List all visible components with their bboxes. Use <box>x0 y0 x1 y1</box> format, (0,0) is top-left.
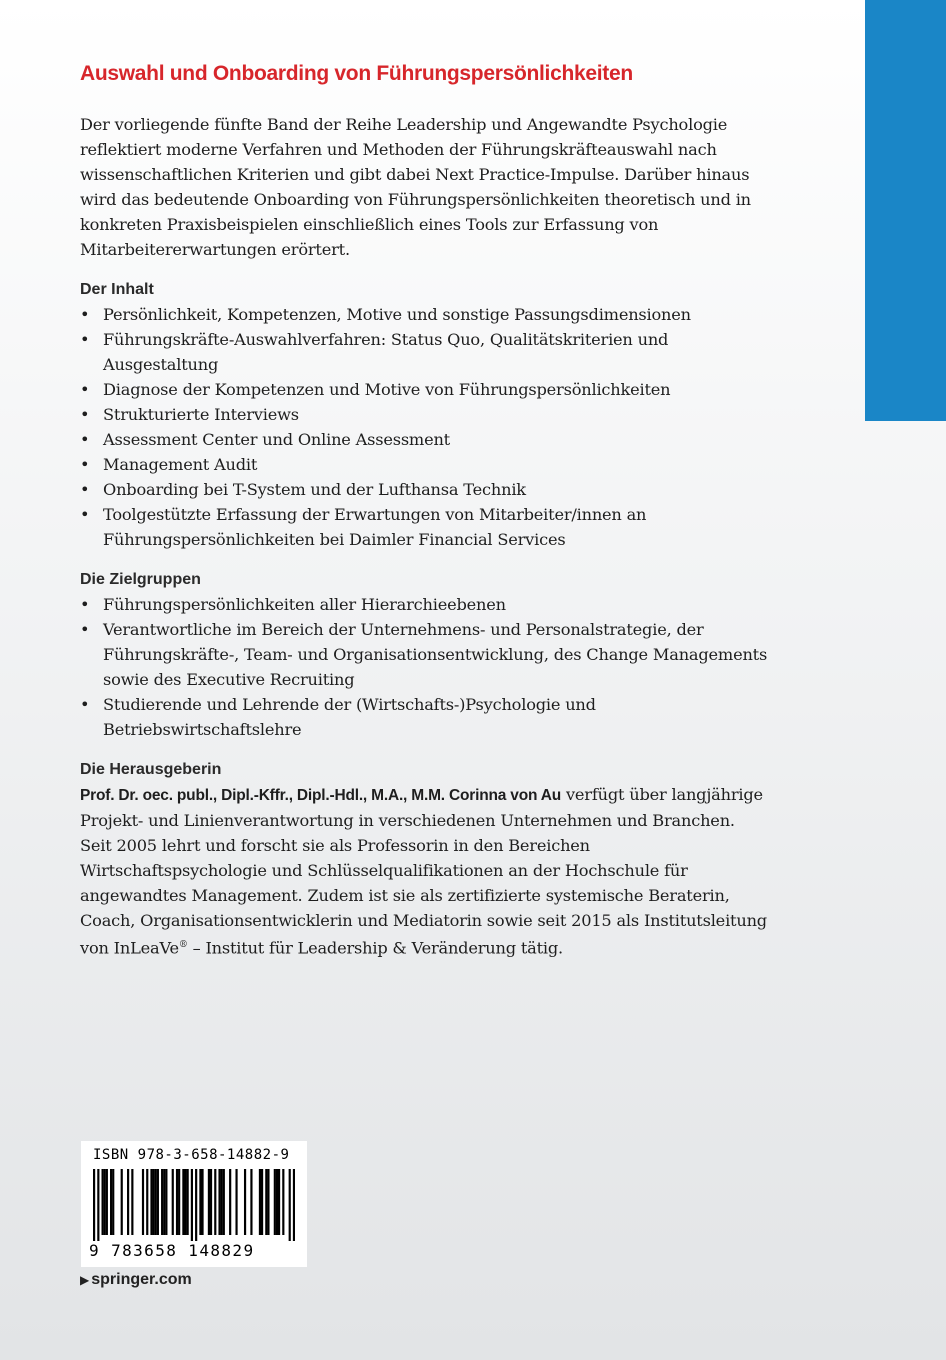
isbn-barcode <box>81 1141 307 1267</box>
barcode-bar <box>276 1169 278 1235</box>
barcode-bar <box>199 1169 201 1235</box>
list-item: • Studierende und Lehrende der (Wirtschafts-)Psychologie und Betriebswirtschaftslehre <box>80 695 596 739</box>
list-item: • Onboarding bei T-System und der Lufthansa Technik <box>80 480 526 499</box>
barcode-bar <box>106 1169 108 1235</box>
barcode-bar <box>178 1169 180 1235</box>
barcode-bar <box>182 1169 184 1235</box>
barcode-bar <box>221 1169 223 1235</box>
inhalt-list <box>80 302 770 552</box>
publisher-link[interactable] <box>80 1271 192 1289</box>
barcode-bar <box>259 1169 261 1235</box>
list-item: • Diagnose der Kompetenzen und Motive von Führungspersönlichkeiten <box>80 380 671 399</box>
barcode-bar <box>102 1169 104 1235</box>
barcode-bar <box>176 1169 178 1235</box>
barcode-bar <box>282 1169 284 1235</box>
zielgruppen-list <box>80 592 770 742</box>
barcode-bar <box>165 1169 167 1235</box>
barcode-bar <box>191 1169 193 1241</box>
barcode-bar <box>112 1169 114 1235</box>
barcode-bar <box>195 1169 197 1241</box>
barcode-bar <box>274 1169 276 1235</box>
barcode-bar <box>157 1169 159 1235</box>
barcode-bar <box>214 1169 216 1235</box>
barcode-bar <box>218 1169 220 1235</box>
barcode-bar <box>146 1169 148 1235</box>
isbn-label: ISBN 978-3-658-14882-9 <box>93 1147 290 1163</box>
barcode-bar <box>131 1169 133 1235</box>
list-item: • Verantwortliche im Bereich der Unternehmens- und Personalstrategie, der Führungskräfte-, Team- und Organisationsentwicklung, des Change Managements sowie des Executive Recruiting <box>80 620 768 689</box>
barcode-bar <box>201 1169 203 1235</box>
barcode-bar <box>153 1169 155 1235</box>
barcode-icon <box>93 1169 295 1241</box>
barcode-bar <box>223 1169 225 1235</box>
barcode-bar <box>267 1169 269 1235</box>
barcode-bar <box>104 1169 106 1235</box>
barcode-bar <box>184 1169 186 1235</box>
barcode-bar <box>235 1169 237 1235</box>
barcode-bar <box>155 1169 157 1235</box>
barcode-bar <box>150 1169 152 1235</box>
publisher-site: springer.com <box>91 1271 192 1288</box>
barcode-bar <box>229 1169 231 1235</box>
list-item: • Führungskräfte-Auswahlverfahren: Status Quo, Qualitätskriterien und Ausgestaltung <box>80 330 669 374</box>
barcode-bar <box>208 1169 210 1235</box>
list-item: • Management Audit <box>80 455 258 474</box>
barcode-bar <box>93 1169 95 1241</box>
barcode-bar <box>293 1169 295 1241</box>
barcode-bar <box>250 1169 252 1235</box>
blue-side-tab <box>865 0 946 421</box>
herausgeberin-paragraph: Prof. Dr. oec. publ., Dipl.-Kffr., Dipl.-Hdl., M.A., M.M. Corinna von Au verfügt über langjährige Projekt- und Linienverantwortung in verschiedenen Unternehmen und Branchen. Seit 2005 lehrt und forscht sie als Professorin in den Bereichen Wirtschaftspsychologie und Schlüsselqualifikationen an der Hochschule für angewandtes Management. Zudem ist sie als zertifizierte systemische Beraterin, Coach, Organisationsentwicklerin und Mediatorin sowie seit 2015 als Institutsleitung von InLeaVe® – Institut für Leadership & Veränderung tätig. <box>80 785 767 958</box>
inhalt-heading: Der Inhalt <box>80 281 154 298</box>
barcode-bar <box>244 1169 246 1235</box>
back-cover-content <box>80 58 770 960</box>
barcode-bar <box>265 1169 267 1235</box>
list-item: • Persönlichkeit, Kompetenzen, Motive und sonstige Passungsdimensionen <box>80 305 691 324</box>
barcode-bar <box>289 1169 291 1241</box>
herausgeberin-heading: Die Herausgeberin <box>80 761 222 778</box>
barcode-bar <box>278 1169 280 1235</box>
list-item: • Strukturierte Interviews <box>80 405 299 424</box>
barcode-bar <box>172 1169 174 1235</box>
list-item: • Toolgestützte Erfassung der Erwartungen von Mitarbeiter/innen an Führungspersönlichkeiten bei Daimler Financial Services <box>80 505 647 549</box>
barcode-bar <box>161 1169 163 1235</box>
registered-mark: ® <box>178 940 188 950</box>
editor-name: Prof. Dr. oec. publ., Dipl.-Kffr., Dipl.-Hdl., M.A., M.M. Corinna von Au <box>80 787 562 804</box>
barcode-bar <box>261 1169 263 1235</box>
arrow-right-icon: ▶ <box>80 1273 90 1287</box>
barcode-bar <box>127 1169 129 1235</box>
intro-paragraph: Der vorliegende fünfte Band der Reihe Leadership und Angewandte Psychologie reflektiert moderne Verfahren und Methoden der Führungskräfteauswahl nach wissenschaftlichen Kriterien und gibt dabei Next Practice-Impulse. Darüber hinaus wird das bedeutende Onboarding von Führungspersönlichkeiten theoretisch und in konkreten Praxisbeispielen einschließlich eines Tools zur Erfassung von Mitarbeitererwartungen erörtert. <box>80 115 751 259</box>
barcode-bar <box>97 1169 99 1241</box>
list-item: • Führungspersönlichkeiten aller Hierarchieebenen <box>80 595 506 614</box>
zielgruppen-heading: Die Zielgruppen <box>80 571 201 588</box>
barcode-digits: 9 783658 148829 <box>89 1241 255 1260</box>
barcode-bar <box>142 1169 144 1235</box>
barcode-bar <box>210 1169 212 1235</box>
book-title: Auswahl und Onboarding von Führungspersönlichkeiten <box>80 62 633 85</box>
barcode-bar <box>187 1169 189 1235</box>
barcode-bar <box>110 1169 112 1235</box>
list-item: • Assessment Center und Online Assessment <box>80 430 450 449</box>
barcode-bar <box>121 1169 123 1235</box>
barcode-bar <box>163 1169 165 1235</box>
